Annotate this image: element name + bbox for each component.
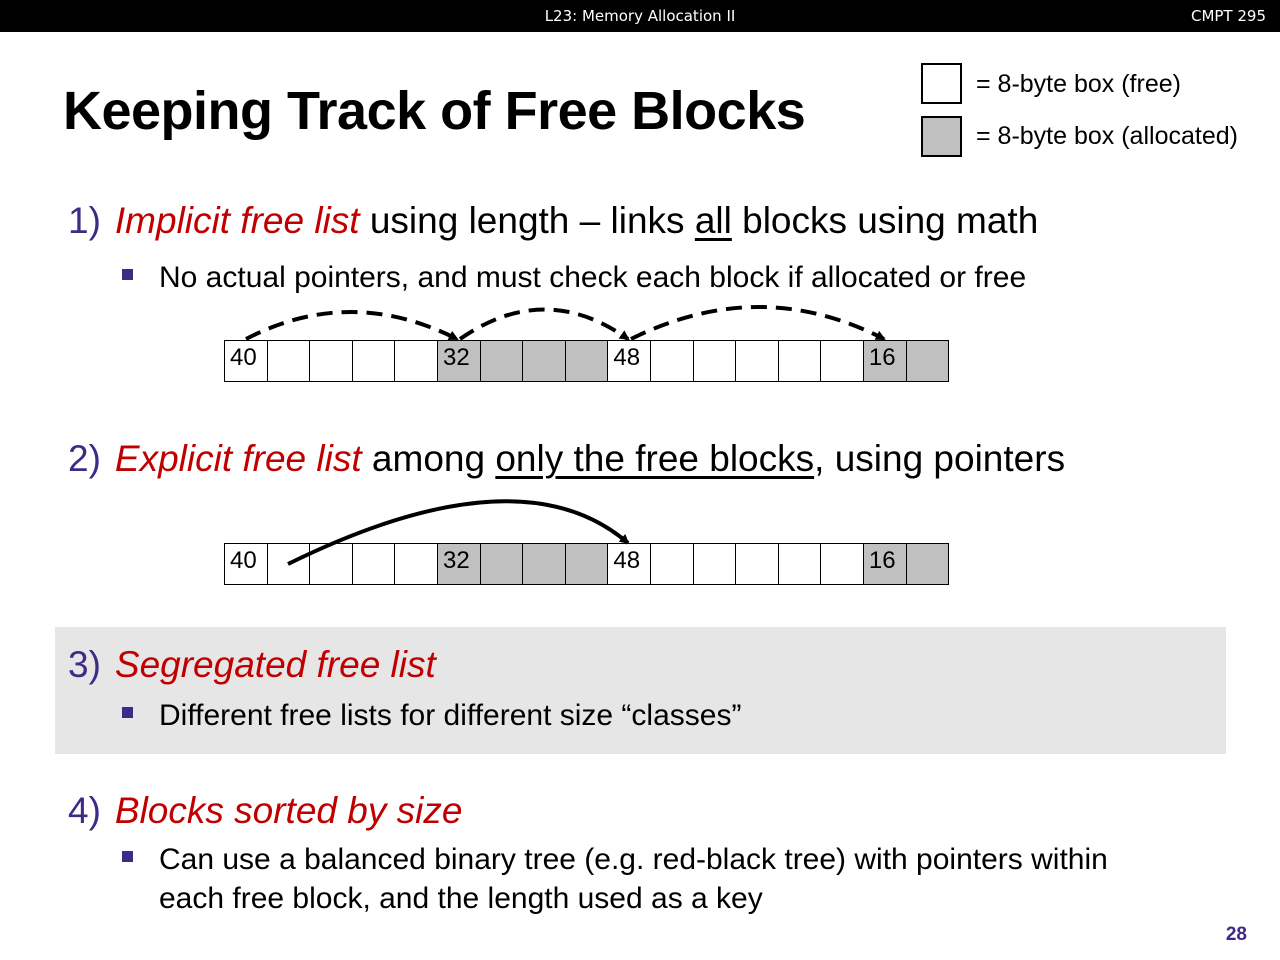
item-segregated-detail: Different free lists for different size “classes” — [159, 699, 742, 732]
item-emphasis: Segregated free list — [114, 644, 436, 685]
legend-free-label: = 8-byte box (free) — [976, 70, 1181, 98]
item-emphasis: Implicit free list — [114, 200, 360, 241]
item-sorted-by-size: 4) Blocks sorted by size — [68, 790, 463, 831]
heap-cell: 32 — [438, 543, 481, 585]
item-segregated-free-list: 3) Segregated free list — [68, 644, 436, 685]
heap-cell: 16 — [864, 543, 907, 585]
implicit-link-arrow — [631, 307, 884, 339]
legend-allocated-label: = 8-byte box (allocated) — [976, 122, 1238, 150]
slide-title: Keeping Track of Free Blocks — [63, 81, 806, 141]
heap-cell: 16 — [864, 340, 907, 382]
lecture-title: L23: Memory Allocation II — [544, 7, 736, 25]
heap-cell: 48 — [608, 340, 651, 382]
item-implicit-free-list: 1) Implicit free list using length – links all blocks using math — [68, 200, 1039, 241]
heap-cell: 40 — [225, 340, 268, 382]
item-emphasis: Explicit free list — [114, 438, 362, 479]
page-number: 28 — [1225, 924, 1247, 945]
item-implicit-detail: No actual pointers, and must check each block if allocated or free — [159, 261, 1027, 294]
heap-cell: 40 — [225, 543, 268, 585]
course-code: CMPT 295 — [1190, 7, 1266, 25]
item-emphasis: Blocks sorted by size — [114, 790, 463, 831]
heap-cell: 32 — [438, 340, 481, 382]
heap-cell: 48 — [608, 543, 651, 585]
item-explicit-free-list: 2) Explicit free list among only the free blocks, using pointers — [68, 438, 1066, 479]
item-sorted-detail-line2: each free block, and the length used as a key — [159, 882, 763, 915]
implicit-link-arrow — [460, 310, 628, 340]
explicit-pointer-arrow — [288, 501, 628, 564]
item-sorted-detail-line1: Can use a balanced binary tree (e.g. red-black tree) with pointers within — [159, 843, 1108, 876]
implicit-link-arrow — [246, 312, 457, 339]
